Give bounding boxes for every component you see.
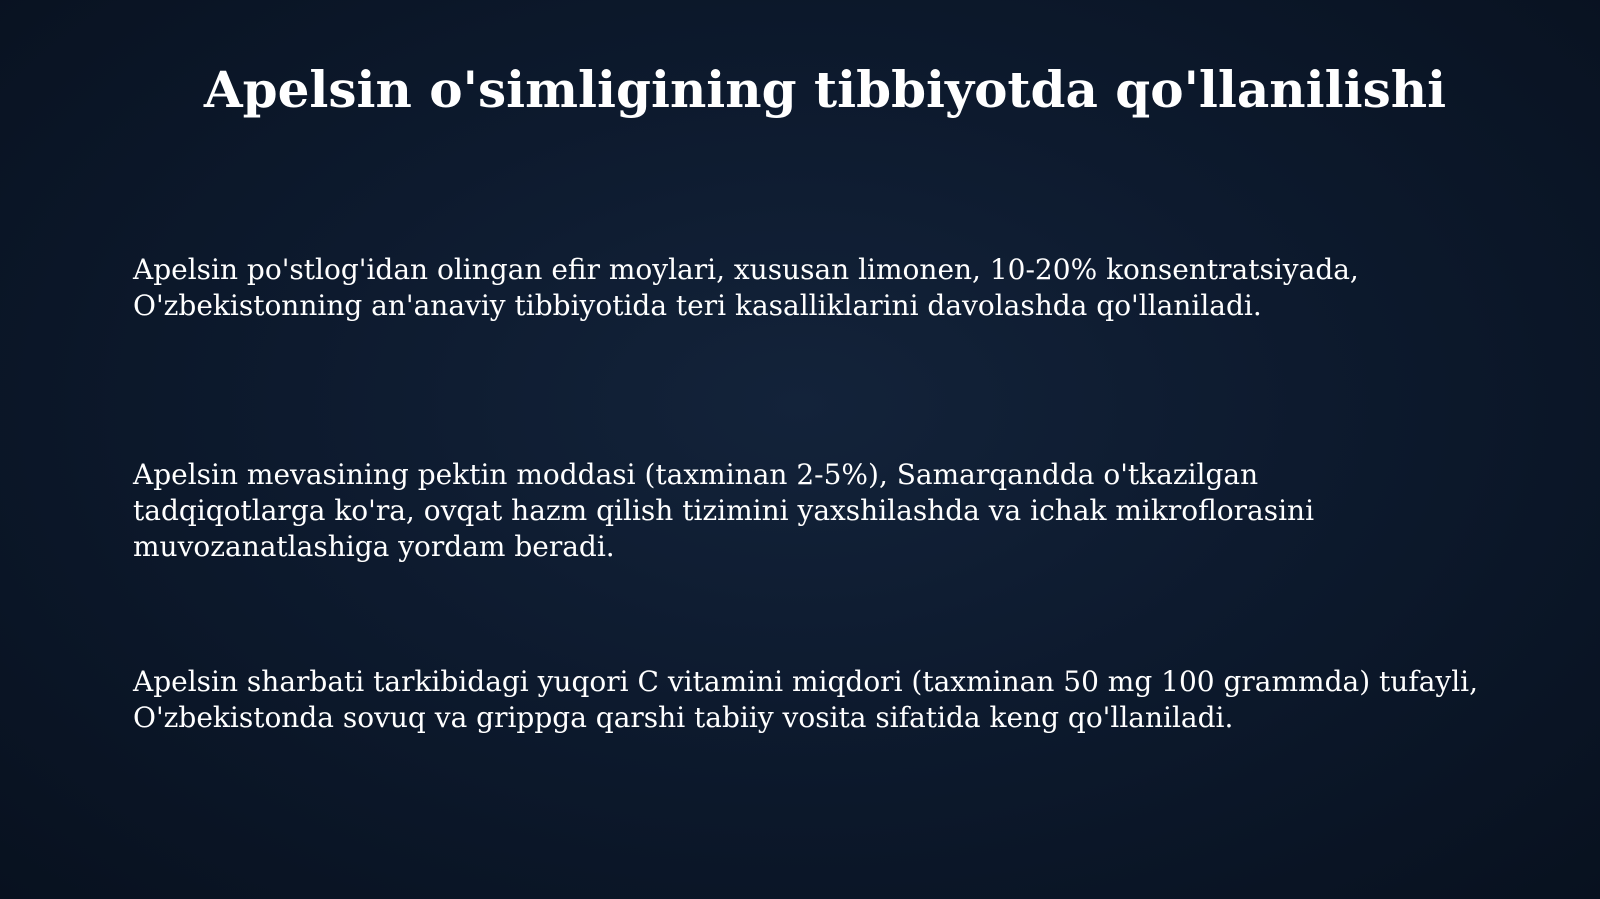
paragraph-essential-oils: Apelsin po'stlog'idan olingan efir moylari, xususan limonen, 10-20% konsentratsiyada, O'zbekistonning an'anaviy tibbiyotida teri kasalliklarini davolashda qo'llaniladi. (133, 253, 1359, 322)
paragraph-pectin: Apelsin mevasining pektin moddasi (taxminan 2-5%), Samarqandda o'tkazilgan tadqiqotlarga ko'ra, ovqat hazm qilish tizimini yaxshilashda va ichak mikroflorasini muvozanatlashiga yordam beradi. (133, 458, 1315, 563)
paragraph-vitamin-c: Apelsin sharbati tarkibidagi yuqori C vitamini miqdori (taxminan 50 mg 100 grammda) tufayli, O'zbekistonda sovuq va grippga qarshi tabiiy vosita sifatida keng qo'llaniladi. (133, 665, 1479, 734)
slide-title: Apelsin o'simligining tibbiyotda qo'llanilishi (203, 60, 1447, 119)
